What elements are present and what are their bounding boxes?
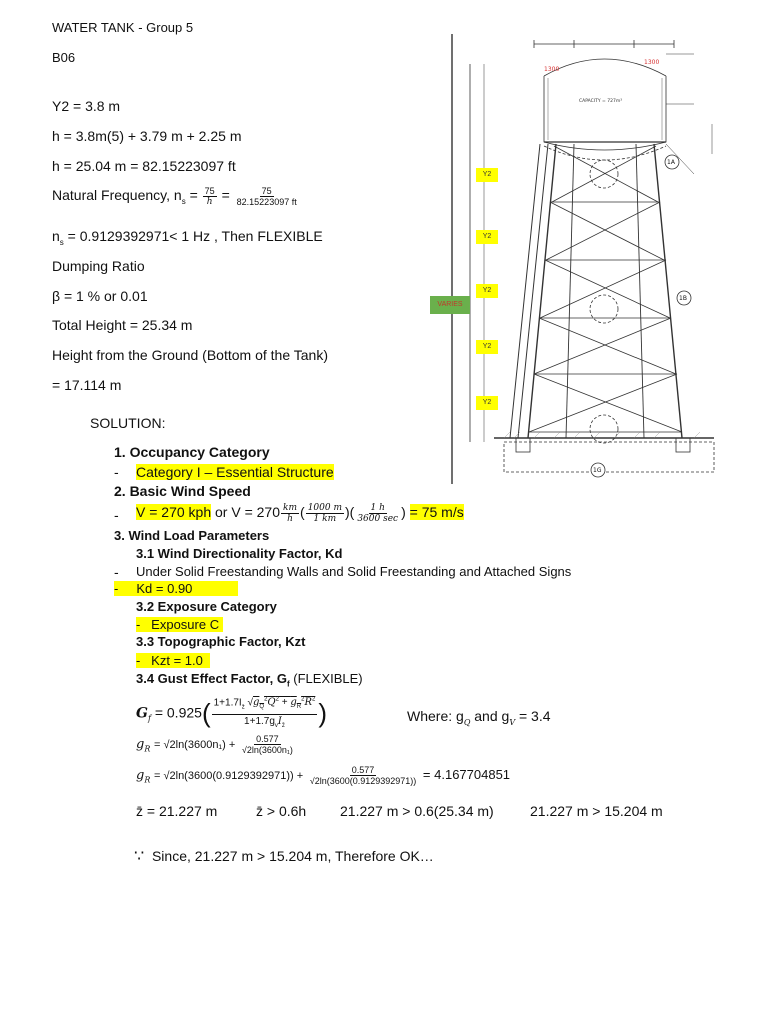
section-3-1-title: 3.1 Wind Directionality Factor, Kd [136, 546, 343, 561]
conclusion-line [134, 846, 434, 866]
wind-speed-ms: = 75 m/s [409, 504, 464, 521]
dim-right-label: 1300 [644, 59, 660, 66]
natural-frequency-line: Natural Frequency, $n_s$ = $\frac{75}{h}$ = $\frac{75}{82.15223097 ft}$ [52, 186, 297, 207]
wind-speed-kph: V = 270 kph [136, 504, 212, 521]
total-height: Total Height = 25.34 m [52, 317, 193, 333]
gf-formula: $G_f = 0.925$( $\frac{1+1.7I_{z̄} √g_Q^2Q^2 + g_R^2R^2}{1+1.7g_vI_{z̄}}$ ) [136, 694, 327, 733]
gr-result: = 4.167704851 [422, 766, 511, 782]
conclusion-text: Since, 21.227 m > 15.204 m, Therefore OK… [151, 848, 434, 864]
h-result: h = 25.04 m = 82.15223097 ft [52, 158, 236, 174]
section-3-title: 3. Wind Load Parameters [114, 528, 270, 543]
zbar-value: z̄ = 21.227 m [136, 803, 218, 819]
section-3-3-title: 3.3 Topographic Factor, Kzt [136, 634, 306, 649]
height-ground-value: = 17.114 m [52, 377, 122, 393]
section-2-title: 2. Basic Wind Speed [114, 483, 251, 499]
wind-speed-line: V = 270 kph or V = 270 $\frac{km}{h}$ ( $\frac{1000 m}{1 km}$ )( $\frac{1 h}{3600 \sec}$ ) = 75 m/s [136, 503, 464, 524]
bullet-dash: - [114, 507, 119, 523]
marker-1b-label: 1B [679, 295, 687, 302]
water-tank-drawing [437, 34, 736, 484]
y2-value: Y2 = 3.8 m [52, 98, 121, 114]
document-code: B06 [52, 50, 76, 65]
h-equation: h = 3.8m(5) + 3.79 m + 2.25 m [52, 128, 242, 144]
exposure-value: - Exposure C [136, 617, 223, 632]
gr-formula-substituted: $g_R = √2\ln(3600(0.9129392971))$ + $\frac{0.577}{√2\ln(3600(0.9129392971))}$ = 4.167704851 [136, 765, 511, 786]
document-title: WATER TANK - Group 5 [52, 20, 194, 35]
section-3-4-title: 3.4 Gust Effect Factor, $G_f$ (FLEXIBLE) [136, 671, 363, 689]
solution-heading: SOLUTION: [90, 415, 166, 431]
varies-tag: VARIES [430, 296, 470, 314]
zbar-calc: 21.227 m > 0.6(25.34 m) [340, 803, 494, 819]
capacity-label: CAPACITY = 727m³ [579, 99, 623, 104]
kd-note: Under Solid Freestanding Walls and Solid Freestanding and Attached Signs [136, 564, 572, 579]
kd-value: Kd = 0.90 [136, 581, 193, 596]
dim-left-label: 1300 [544, 66, 560, 73]
damping-label: Dumping Ratio [52, 258, 145, 274]
gr-formula-general: $g_R = √2\ln(3600n_1)$ + $\frac{0.577}{\text{√2ln(3600n₁)}}$ [136, 734, 293, 755]
y2-tag: Y2 [476, 284, 498, 298]
section-1-title: 1. Occupancy Category [114, 444, 270, 460]
y2-tag: Y2 [476, 230, 498, 244]
fraction-75-h: $\frac{75}{h}$ [204, 186, 215, 207]
kd-value-row: - Kd = 0.90 [114, 581, 240, 596]
marker-1a-label: 1A [667, 159, 675, 166]
zbar-condition: z̄ > 0.6h [256, 803, 307, 819]
tank-elevation-svg [444, 34, 736, 484]
height-ground-label: Height from the Ground (Bottom of the Tank) [52, 347, 328, 363]
section-3-2-title: 3.2 Exposure Category [136, 599, 277, 614]
beta-value: β = 1 % or 0.01 [52, 288, 148, 304]
bullet-dash: - [114, 464, 119, 480]
y2-tag: Y2 [476, 340, 498, 354]
because-symbol: ∵ [134, 848, 145, 865]
kzt-value: - Kzt = 1.0 [136, 653, 210, 668]
natural-frequency-label: Natural Frequency, n [52, 187, 182, 204]
y2-tag: Y2 [476, 168, 498, 182]
occupancy-value: Category I – Essential Structure [136, 464, 334, 480]
fraction-75-ft: $\frac{75}{82.15223097 ft}$ [236, 186, 297, 207]
marker-1g-label: 1G [593, 467, 602, 474]
zbar-compare: 21.227 m > 15.204 m [530, 803, 663, 819]
y2-tag: Y2 [476, 396, 498, 410]
ns-line: $n_s = 0.9129392971< 1$ Hz , Then FLEXIBLE [52, 228, 323, 247]
where-clause: Where: $g_Q$ and $g_V = 3.4$ [407, 708, 551, 727]
bullet-dash: - [114, 564, 119, 580]
